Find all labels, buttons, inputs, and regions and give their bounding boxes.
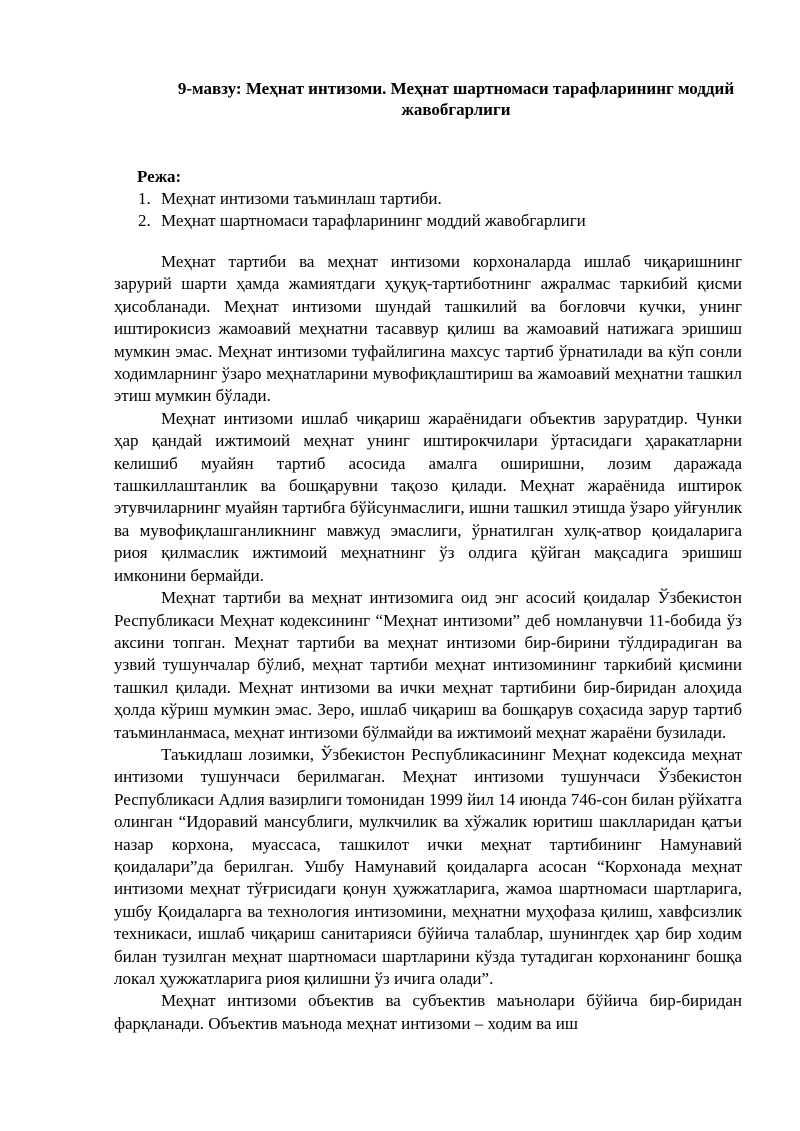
body-paragraph: Таъкидлаш лозимки, Ўзбекистон Республикасининг Меҳнат кодексида меҳнат интизоми тушунчаси берилмаган. Меҳнат интизоми тушунчаси Ўзбекистон Республикаси Адлия вазирлиги томонидан 1999 йил 14 июнда 746-сон билан рўйхатга олинган “Идоравий мансублиги, мулкчилик ва хўжалик юритиш шаклларидан қатъи назар корхона, муассаса, ташкилот ички меҳнат тартибининг Намунавий қоидалари”да берилган. Ушбу Намунавий қоидаларга асосан “Корхонада меҳнат интизоми меҳнат тўғрисидаги қонун ҳужжатларига, жамоа шартномаси шартларига, ушбу Қоидаларга ва технология интизомини, меҳнатни муҳофаза қилиш, хавфсизлик техникаси, ишлаб чиқариш санитарияси бўйича талаблар, шунингдек ҳар бир ходим билан тузилган меҳнат шартномаси шартларини кўзда тутадиган корхонанинг бошқа локал ҳужжатларига риоя қилишни ўз ичига олади”.	[114, 744, 742, 988]
body-paragraph: Меҳнат тартиби ва меҳнат интизоми корхоналарда ишлаб чиқаришнинг зарурий шарти ҳамда жамиятдаги ҳуқуқ-тартиботнинг ажралмас таркибий қисми ҳисобланади. Меҳнат интизоми шундай ташкилий ва боғловчи кучки, унинг иштирокисиз жамоавий меҳнатни тасаввур қилиш ва жамоавий натижага эришиш мумкин эмас. Меҳнат интизоми туфайлигина махсус тартиб ўрнатилади ва кўп сонли ходимларнинг ўзаро меҳнатларини мувофиқлаштириш ва жамоавий меҳнатни ташкил этиш мумкин бўлади.	[114, 252, 742, 406]
body-paragraph: Меҳнат тартиби ва меҳнат интизомига оид энг асосий қоидалар Ўзбекистон Республикаси Меҳнат кодексининг “Меҳнат интизоми” деб номланувчи 11-бобида ўз аксини топган. Меҳнат тартиби ва меҳнат интизоми бир-бирини тўлдирадиган ва узвий тушунчалар бўлиб, меҳнат тартиби меҳнат интизомининг таркибий қисмини ташкил қилади. Меҳнат интизоми ва ички меҳнат тартибини бир-биридан алоҳида ҳолда кўриш мумкин эмас. Зеро, ишлаб чиқариш ва бошқарув соҳасида зарур тартиб таъминланмаса, меҳнат интизоми бўлмайди ва ижтимоий меҳнат жараёни бузилади.	[114, 588, 742, 742]
plan-heading: Режа:	[137, 167, 182, 186]
document-body	[114, 251, 742, 1035]
plan-item-text: Меҳнат интизоми таъминлаш тартиби.	[161, 189, 442, 208]
plan-item-text: Меҳнат шартномаси тарафларининг моддий жавобгарлиги	[161, 211, 586, 230]
plan-item-number: 2.	[138, 211, 151, 230]
plan-item	[114, 188, 742, 210]
body-paragraph: Меҳнат интизоми ишлаб чиқариш жараёнидаги объектив заруратдир. Чунки ҳар қандай ижтимоий меҳнат унинг иштирокчилари ўртасидаги ҳаракатларни келишиб муайян тартиб асосида амалга оширишни, лозим даражада ташкиллаштанлик ва бошқарувни тақозо қилади. Меҳнат жараёнида иштирок этувчиларнинг муайян тартибга бўйсунмаслиги, ишни ташкил этишда ўзаро уйғунлик ва мувофиқлашганликнинг мавжуд эмаслиги, ўрнатилган хулқ-атвор қоидаларига риоя қилмаслик ижтимоий меҳнатнинг ўз олдига қўйган мақсадига эришиш имконини бермайди.	[114, 408, 742, 585]
plan-item	[114, 210, 742, 232]
plan-item-number: 1.	[138, 189, 151, 208]
document-page	[114, 78, 742, 1035]
body-paragraph: Меҳнат интизоми объектив ва субъектив маънолари бўйича бир-биридан фарқланади. Объектив маънода меҳнат интизоми – ходим ва иш	[114, 991, 742, 1033]
plan-list	[114, 188, 742, 232]
document-title: 9-мавзу: Меҳнат интизоми. Меҳнат шартномаси тарафларининг моддий жавобгарлиги	[177, 79, 735, 119]
